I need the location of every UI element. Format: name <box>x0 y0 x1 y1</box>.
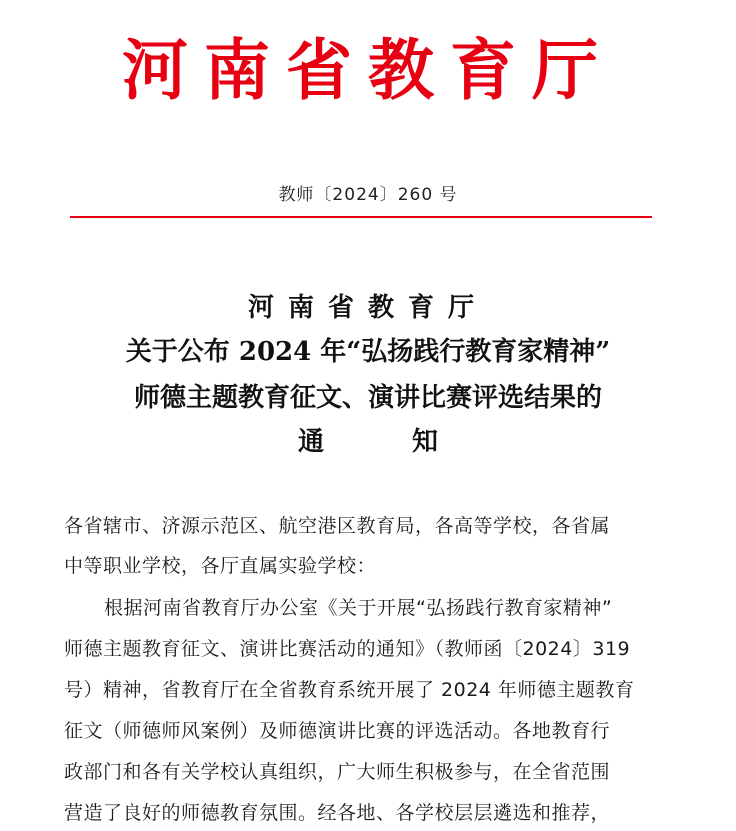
document-number: 教师〔2024〕260 号 <box>278 185 458 205</box>
red-separator-line <box>70 216 652 218</box>
title-line-2: 关于公布 2024 年“弘扬践行教育家精神” <box>125 337 611 367</box>
addressee-line-2: 中等职业学校，各厅直属实验学校： <box>64 555 377 577</box>
paragraph-line: 师德主题教育征文、演讲比赛活动的通知》（教师函〔2024〕319 <box>64 638 631 660</box>
addressee-line-1: 各省辖市、济源示范区、航空港区教育局，各高等学校，各省属 <box>64 515 611 537</box>
title-word-zhi: 知 <box>412 427 439 457</box>
masthead: 河南省教育厅 <box>122 31 614 109</box>
title-word-tong: 通 <box>297 427 324 457</box>
paragraph-line: 政部门和各有关学校认真组织，广大师生积极参与，在全省范围 <box>64 761 611 783</box>
paragraph-line: 营造了良好的师德教育氛围。经各地、各学校层层遴选和推荐， <box>64 802 611 824</box>
paragraph-line: 征文（师德师风案例）及师德演讲比赛的评选活动。各地教育行 <box>64 720 611 742</box>
title-line-4 <box>0 420 736 464</box>
title-org: 河南省教育厅 <box>247 293 488 323</box>
paragraph-line: 根据河南省教育厅办公室《关于开展“弘扬践行教育家精神” <box>104 597 613 619</box>
paragraph-line: 号）精神，省教育厅在全省教育系统开展了 2024 年师德主题教育 <box>64 679 635 701</box>
title-line-3: 师德主题教育征文、演讲比赛评选结果的 <box>133 383 602 413</box>
